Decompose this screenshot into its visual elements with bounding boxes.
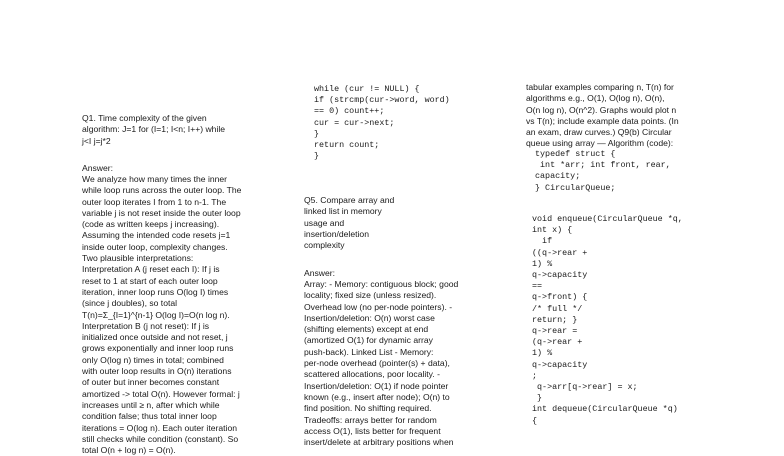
answer-label-q1: Answer: [82,163,114,173]
question-q1: Q1. Time complexity of the given algorithm: J=1 for (I=1; I<n; I++) while j<I j=j*2 [82,113,226,146]
complexity-text: tabular examples comparing n, T(n) for algorithms e.g., O(1), O(log n), O(n), O(n log n), O(n^2). Graphs would plot n vs T(n); include example data points. (In an exam, draw curves.) Q9(b) Circular queue using array — Algorithm (code): [526,82,679,149]
code-count-words: while (cur != NULL) { if (strcmp(cur->word, word) == 0) count++; cur = cur->next; } return count; } [314,84,450,162]
code-enqueue-dequeue: void enqueue(CircularQueue *q, int x) { if ((q->rear + 1) % q->capacity == q->front) { /* full */ return; } q->rear = (q->rear + 1) % q->capacity ; q->arr[q->rear] = x; } int dequeue(CircularQueue *q) { [532,214,683,426]
answer-q5: Array: - Memory: contiguous block; good locality; fixed size (unless resized). Overhead low (no per-node pointers). - Insertion/deletion: O(n) worst case (shifting elements) except at end (amortized O(1) for dynamic array push-back). Linked List - Memory: per-node overhead (pointer(s) + data), scattered allocations, poor locality. - Insertion/deletion: O(1) if node pointer known (e.g., insert after node); O(n) to find position. No shifting required. Tradeoffs: arrays better for random access O(1), lists better for frequent insert/delete at arbitrary positions when [304,279,459,448]
question-q5: Q5. Compare array and linked list in memory usage and insertion/deletion complexity [304,195,395,251]
code-circular-queue-struct: typedef struct { int *arr; int front, rear, capacity; } CircularQueue; [535,149,671,193]
answer-label-q5: Answer: [304,268,336,278]
answer-q1: We analyze how many times the inner while loop runs across the outer loop. The outer loop iterates I from 1 to n-1. The variable j is not reset inside the outer loop (code as written keeps j increasing). Assuming the intended code resets j=1 inside outer loop, complexity changes. Two plausible interpretations: Interpretation A (j reset each I): If j is reset to 1 at start of each outer loop iteration, inner loop runs O(log I) times (since j doubles), so total T(n)=Σ_{I=1}^{n-1} O(log I)=O(n log n). Interpretation B (j not reset): If j is initialized once outside and not reset, j grows exponentially and inner loop runs only O(log n) times in total; combined with outer loop results in O(n) iterations of outer but inner becomes constant amortized -> total O(n). However formal: j increases until ≥ n, after which while condition false; thus total inner loop iterations = O(log n). Each outer iteration still checks while condition (constant). So total O(n + log n) = O(n). [82,174,242,456]
